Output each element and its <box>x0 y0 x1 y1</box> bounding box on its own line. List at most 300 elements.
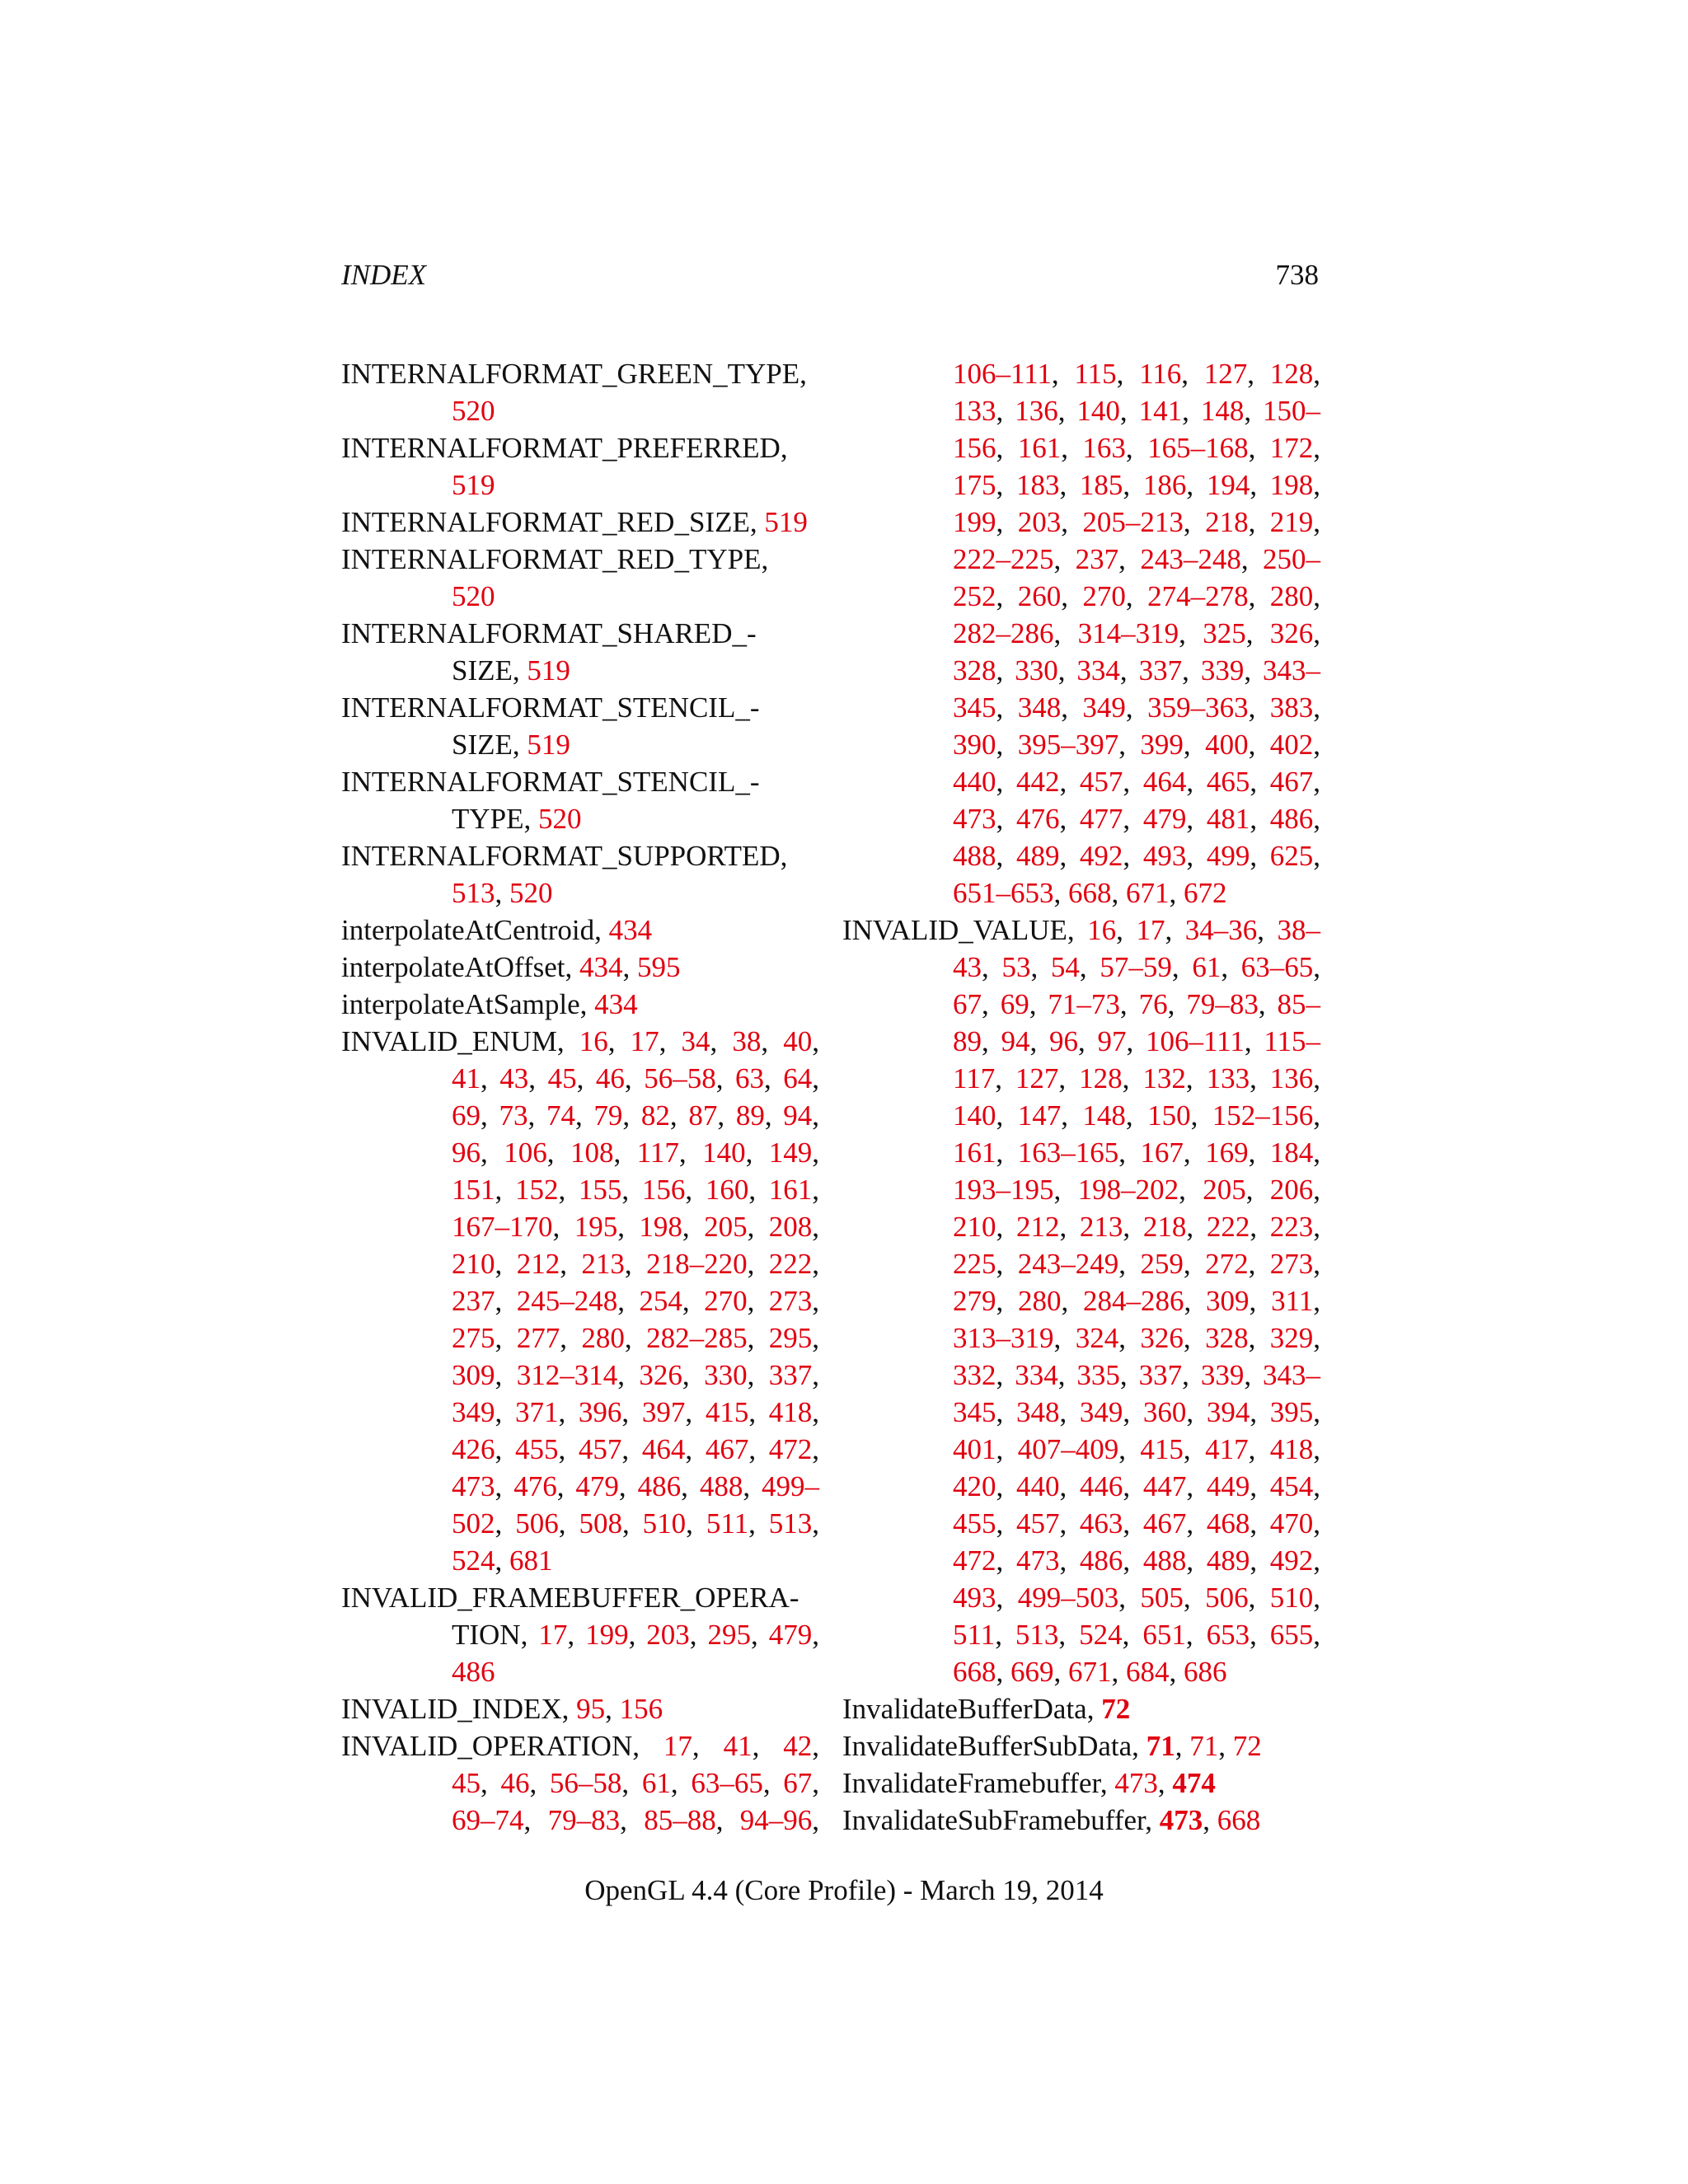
page-reference-link[interactable]: 476 <box>1015 803 1060 835</box>
page-reference-link[interactable]: 348 <box>1017 691 1062 724</box>
page-reference-link[interactable]: 82 <box>640 1099 670 1132</box>
page-reference-link[interactable]: 222–225 <box>953 543 1054 575</box>
page-reference-link[interactable]: 511 <box>953 1619 996 1651</box>
page-reference-link[interactable]: 506 <box>515 1507 559 1540</box>
page-reference-link[interactable]: 161 <box>953 1137 996 1169</box>
page-reference-link[interactable]: 148 <box>1200 395 1245 427</box>
page-reference-link[interactable]: 205–213 <box>1082 506 1184 538</box>
page-reference-link[interactable]: 223 <box>1269 1211 1314 1243</box>
page-reference-link[interactable]: 133 <box>953 395 996 427</box>
page-reference-link[interactable]: 479 <box>1142 803 1187 835</box>
page-reference-link[interactable]: 151 <box>452 1174 495 1206</box>
page-reference-link[interactable]: 273 <box>1269 1248 1314 1280</box>
page-reference-link[interactable]: 115– <box>1264 1025 1321 1057</box>
page-reference-link[interactable]: 106 <box>504 1137 547 1169</box>
page-reference-link[interactable]: 671 <box>1068 1656 1112 1688</box>
page-reference-link[interactable]: 520 <box>452 580 495 612</box>
page-reference-link[interactable]: 280 <box>581 1322 625 1354</box>
page-reference-link[interactable]: 272 <box>1205 1248 1249 1280</box>
page-reference-link[interactable]: 492 <box>1269 1544 1314 1577</box>
page-reference-link[interactable]: 186 <box>1142 469 1187 501</box>
page-reference-link[interactable]: 273 <box>768 1285 813 1317</box>
page-reference-link[interactable]: 17 <box>630 1025 659 1057</box>
page-reference-link[interactable]: 46 <box>595 1062 625 1094</box>
page-reference-link[interactable]: 395–397 <box>1017 729 1119 761</box>
page-reference-link[interactable]: 442 <box>1015 766 1060 798</box>
page-reference-link[interactable]: 486 <box>637 1470 682 1502</box>
page-reference-link[interactable]: 69–74 <box>452 1804 524 1836</box>
page-reference-link[interactable]: 434 <box>594 988 638 1020</box>
page-reference-link[interactable]: 163 <box>1082 432 1126 464</box>
page-reference-link[interactable]: 513 <box>1015 1619 1059 1651</box>
page-reference-link[interactable]: 54 <box>1050 951 1080 983</box>
page-reference-link[interactable]: 486 <box>1079 1544 1123 1577</box>
page-reference-link[interactable]: 326 <box>1269 617 1314 649</box>
page-reference-link[interactable]: 519 <box>527 654 570 687</box>
page-reference-link[interactable]: 481 <box>1206 803 1250 835</box>
page-reference-link[interactable]: 671 <box>1126 877 1170 909</box>
page-reference-link[interactable]: 401 <box>953 1433 996 1465</box>
page-reference-link[interactable]: 156 <box>619 1693 663 1725</box>
page-reference-link[interactable]: 668 <box>1068 877 1112 909</box>
page-reference-link[interactable]: 67 <box>953 988 982 1020</box>
page-reference-link[interactable]: 69 <box>1000 988 1029 1020</box>
page-reference-link[interactable]: 395 <box>1269 1396 1314 1428</box>
page-reference-link[interactable]: 218 <box>1205 506 1249 538</box>
page-reference-link[interactable]: 219 <box>1269 506 1314 538</box>
page-reference-link[interactable]: 488 <box>699 1470 743 1502</box>
page-reference-link[interactable]: 499– <box>762 1470 820 1502</box>
page-reference-link[interactable]: 63–65 <box>1240 951 1314 983</box>
page-reference-link[interactable]: 519 <box>764 506 808 538</box>
page-reference-link[interactable]: 400 <box>1205 729 1249 761</box>
page-reference-link[interactable]: 34 <box>681 1025 710 1057</box>
page-reference-link[interactable]: 222 <box>1206 1211 1250 1243</box>
page-reference-link[interactable]: 56–58 <box>549 1767 622 1799</box>
page-reference-link[interactable]: 53 <box>1001 951 1031 983</box>
page-reference-link[interactable]: 64 <box>783 1062 813 1094</box>
page-reference-link[interactable]: 457 <box>578 1433 622 1465</box>
page-reference-link[interactable]: 213 <box>581 1248 625 1280</box>
page-reference-link[interactable]: 72 <box>1101 1693 1131 1725</box>
page-reference-link[interactable]: 651 <box>1142 1619 1186 1651</box>
page-reference-link[interactable]: 489 <box>1206 1544 1250 1577</box>
page-reference-link[interactable]: 161 <box>768 1174 813 1206</box>
page-reference-link[interactable]: 71 <box>1189 1730 1219 1762</box>
page-reference-link[interactable]: 499 <box>1206 840 1250 872</box>
page-reference-link[interactable]: 199 <box>953 506 996 538</box>
page-reference-link[interactable]: 94 <box>783 1099 813 1132</box>
page-reference-link[interactable]: 140 <box>953 1099 996 1132</box>
page-reference-link[interactable]: 184 <box>1269 1137 1314 1169</box>
page-reference-link[interactable]: 337 <box>768 1359 813 1391</box>
page-reference-link[interactable]: 79–83 <box>1186 988 1259 1020</box>
page-reference-link[interactable]: 194 <box>1206 469 1250 501</box>
page-reference-link[interactable]: 79 <box>593 1099 623 1132</box>
page-reference-link[interactable]: 653 <box>1206 1619 1250 1651</box>
page-reference-link[interactable]: 457 <box>1015 1507 1060 1540</box>
page-reference-link[interactable]: 205 <box>704 1211 748 1243</box>
page-reference-link[interactable]: 335 <box>1076 1359 1120 1391</box>
page-reference-link[interactable]: 345 <box>953 691 996 724</box>
page-reference-link[interactable]: 468 <box>1206 1507 1250 1540</box>
page-reference-link[interactable]: 328 <box>1205 1322 1249 1354</box>
page-reference-link[interactable]: 218–220 <box>646 1248 748 1280</box>
page-reference-link[interactable]: 155 <box>578 1174 622 1206</box>
page-reference-link[interactable]: 473 <box>1015 1544 1060 1577</box>
page-reference-link[interactable]: 133 <box>1206 1062 1250 1094</box>
page-reference-link[interactable]: 206 <box>1269 1174 1314 1206</box>
page-reference-link[interactable]: 73 <box>499 1099 528 1132</box>
page-reference-link[interactable]: 41 <box>723 1730 753 1762</box>
page-reference-link[interactable]: 136 <box>1015 395 1058 427</box>
page-reference-link[interactable]: 345 <box>953 1396 996 1428</box>
page-reference-link[interactable]: 71 <box>1146 1730 1175 1762</box>
page-reference-link[interactable]: 668 <box>953 1656 996 1688</box>
page-reference-link[interactable]: 464 <box>641 1433 686 1465</box>
page-reference-link[interactable]: 349 <box>452 1396 495 1428</box>
page-reference-link[interactable]: 684 <box>1126 1656 1170 1688</box>
page-reference-link[interactable]: 371 <box>514 1396 559 1428</box>
page-reference-link[interactable]: 312–314 <box>516 1359 618 1391</box>
page-reference-link[interactable]: 396 <box>578 1396 622 1428</box>
page-reference-link[interactable]: 473 <box>953 803 996 835</box>
page-reference-link[interactable]: 418 <box>768 1396 813 1428</box>
page-reference-link[interactable]: 198 <box>639 1211 682 1243</box>
page-reference-link[interactable]: 76 <box>1138 988 1168 1020</box>
page-reference-link[interactable]: 17 <box>538 1619 568 1651</box>
page-reference-link[interactable]: 465 <box>1206 766 1250 798</box>
page-reference-link[interactable]: 282–286 <box>953 617 1054 649</box>
page-reference-link[interactable]: 349 <box>1079 1396 1123 1428</box>
page-reference-link[interactable]: 464 <box>1142 766 1187 798</box>
page-reference-link[interactable]: 474 <box>1172 1767 1216 1799</box>
page-reference-link[interactable]: 309 <box>452 1359 495 1391</box>
page-reference-link[interactable]: 222 <box>768 1248 813 1280</box>
page-reference-link[interactable]: 472 <box>768 1433 813 1465</box>
page-reference-link[interactable]: 506 <box>1205 1582 1249 1614</box>
page-reference-link[interactable]: 440 <box>953 766 996 798</box>
page-reference-link[interactable]: 479 <box>768 1619 813 1651</box>
page-reference-link[interactable]: 147 <box>1017 1099 1062 1132</box>
page-reference-link[interactable]: 309 <box>1206 1285 1250 1317</box>
page-reference-link[interactable]: 69 <box>452 1099 481 1132</box>
page-reference-link[interactable]: 128 <box>1269 358 1314 390</box>
page-reference-link[interactable]: 486 <box>1269 803 1314 835</box>
page-reference-link[interactable]: 332 <box>953 1359 996 1391</box>
page-reference-link[interactable]: 519 <box>527 729 570 761</box>
page-reference-link[interactable]: 440 <box>1015 1470 1060 1502</box>
page-reference-link[interactable]: 95 <box>576 1693 606 1725</box>
page-reference-link[interactable]: 89 <box>953 1025 982 1057</box>
page-reference-link[interactable]: 243–248 <box>1140 543 1241 575</box>
page-reference-link[interactable]: 71–73 <box>1048 988 1120 1020</box>
page-reference-link[interactable]: 434 <box>579 951 623 983</box>
page-reference-link[interactable]: 63–65 <box>691 1767 763 1799</box>
page-reference-link[interactable]: 203 <box>1017 506 1062 538</box>
page-reference-link[interactable]: 595 <box>637 951 681 983</box>
page-reference-link[interactable]: 524 <box>1079 1619 1123 1651</box>
page-reference-link[interactable]: 198–202 <box>1077 1174 1179 1206</box>
page-reference-link[interactable]: 43 <box>499 1062 529 1094</box>
page-reference-link[interactable]: 502 <box>452 1507 495 1540</box>
page-reference-link[interactable]: 493 <box>953 1582 996 1614</box>
page-reference-link[interactable]: 455 <box>514 1433 559 1465</box>
page-reference-link[interactable]: 274–278 <box>1147 580 1249 612</box>
page-reference-link[interactable]: 43 <box>953 951 982 983</box>
page-reference-link[interactable]: 399 <box>1140 729 1184 761</box>
page-reference-link[interactable]: 94–96 <box>739 1804 813 1836</box>
page-reference-link[interactable]: 175 <box>953 469 996 501</box>
page-reference-link[interactable]: 314–319 <box>1077 617 1179 649</box>
page-reference-link[interactable]: 493 <box>1142 840 1187 872</box>
page-reference-link[interactable]: 46 <box>500 1767 530 1799</box>
page-reference-link[interactable]: 96 <box>452 1137 481 1169</box>
page-reference-link[interactable]: 183 <box>1015 469 1060 501</box>
page-reference-link[interactable]: 85– <box>1277 988 1321 1020</box>
page-reference-link[interactable]: 329 <box>1269 1322 1314 1354</box>
page-reference-link[interactable]: 210 <box>452 1248 495 1280</box>
page-reference-link[interactable]: 74 <box>546 1099 575 1132</box>
page-reference-link[interactable]: 415 <box>1140 1433 1184 1465</box>
page-reference-link[interactable]: 446 <box>1079 1470 1123 1502</box>
page-reference-link[interactable]: 334 <box>1076 654 1120 687</box>
page-reference-link[interactable]: 420 <box>953 1470 996 1502</box>
page-reference-link[interactable]: 127 <box>1015 1062 1059 1094</box>
page-reference-link[interactable]: 337 <box>1138 654 1183 687</box>
page-reference-link[interactable]: 311 <box>1271 1285 1314 1317</box>
page-reference-link[interactable]: 477 <box>1079 803 1123 835</box>
page-reference-link[interactable]: 128 <box>1079 1062 1123 1094</box>
page-reference-link[interactable]: 476 <box>513 1470 557 1502</box>
page-reference-link[interactable]: 417 <box>1205 1433 1249 1465</box>
page-reference-link[interactable]: 625 <box>1269 840 1314 872</box>
page-reference-link[interactable]: 467 <box>705 1433 749 1465</box>
page-reference-link[interactable]: 472 <box>953 1544 996 1577</box>
page-reference-link[interactable]: 172 <box>1269 432 1314 464</box>
page-reference-link[interactable]: 198 <box>1269 469 1314 501</box>
page-reference-link[interactable]: 210 <box>953 1211 996 1243</box>
page-reference-link[interactable]: 279 <box>953 1285 996 1317</box>
page-reference-link[interactable]: 280 <box>1269 580 1314 612</box>
page-reference-link[interactable]: 254 <box>639 1285 682 1317</box>
page-reference-link[interactable]: 339 <box>1200 654 1245 687</box>
page-reference-link[interactable]: 208 <box>768 1211 813 1243</box>
page-reference-link[interactable]: 193–195 <box>953 1174 1054 1206</box>
page-reference-link[interactable]: 94 <box>1001 1025 1030 1057</box>
page-reference-link[interactable]: 275 <box>452 1322 495 1354</box>
page-reference-link[interactable]: 486 <box>452 1656 495 1688</box>
page-reference-link[interactable]: 337 <box>1138 1359 1183 1391</box>
page-reference-link[interactable]: 479 <box>575 1470 619 1502</box>
page-reference-link[interactable]: 511 <box>706 1507 749 1540</box>
page-reference-link[interactable]: 520 <box>509 877 553 909</box>
page-reference-link[interactable]: 127 <box>1203 358 1248 390</box>
page-reference-link[interactable]: 116 <box>1139 358 1182 390</box>
page-reference-link[interactable]: 140 <box>1076 395 1120 427</box>
page-reference-link[interactable]: 225 <box>953 1248 996 1280</box>
page-reference-link[interactable]: 245–248 <box>516 1285 618 1317</box>
page-reference-link[interactable]: 397 <box>641 1396 686 1428</box>
page-reference-link[interactable]: 499–503 <box>1017 1582 1119 1614</box>
page-reference-link[interactable]: 195 <box>574 1211 618 1243</box>
page-reference-link[interactable]: 330 <box>704 1359 748 1391</box>
page-reference-link[interactable]: 117 <box>953 1062 996 1094</box>
page-reference-link[interactable]: 343– <box>1263 1359 1321 1391</box>
page-reference-link[interactable]: 488 <box>953 840 996 872</box>
page-reference-link[interactable]: 324 <box>1075 1322 1119 1354</box>
page-reference-link[interactable]: 334 <box>1015 1359 1058 1391</box>
page-reference-link[interactable]: 150 <box>1147 1099 1191 1132</box>
page-reference-link[interactable]: 473 <box>1114 1767 1158 1799</box>
page-reference-link[interactable]: 524 <box>452 1544 495 1577</box>
page-reference-link[interactable]: 34–36 <box>1184 914 1258 946</box>
page-reference-link[interactable]: 270 <box>1082 580 1126 612</box>
page-reference-link[interactable]: 61 <box>641 1767 671 1799</box>
page-reference-link[interactable]: 152–156 <box>1212 1099 1314 1132</box>
page-reference-link[interactable]: 108 <box>570 1137 614 1169</box>
page-reference-link[interactable]: 325 <box>1203 617 1246 649</box>
page-reference-link[interactable]: 72 <box>1232 1730 1262 1762</box>
page-reference-link[interactable]: 136 <box>1269 1062 1314 1094</box>
page-reference-link[interactable]: 169 <box>1205 1137 1249 1169</box>
page-reference-link[interactable]: 447 <box>1142 1470 1187 1502</box>
page-reference-link[interactable]: 418 <box>1269 1433 1314 1465</box>
page-reference-link[interactable]: 218 <box>1142 1211 1187 1243</box>
page-reference-link[interactable]: 470 <box>1269 1507 1314 1540</box>
page-reference-link[interactable]: 61 <box>1192 951 1221 983</box>
page-reference-link[interactable]: 415 <box>705 1396 749 1428</box>
page-reference-link[interactable]: 16 <box>579 1025 608 1057</box>
page-reference-link[interactable]: 457 <box>1079 766 1123 798</box>
page-reference-link[interactable]: 669 <box>1010 1656 1054 1688</box>
page-reference-link[interactable]: 252 <box>953 580 996 612</box>
page-reference-link[interactable]: 313–319 <box>953 1322 1054 1354</box>
page-reference-link[interactable]: 282–285 <box>646 1322 748 1354</box>
page-reference-link[interactable]: 96 <box>1048 1025 1078 1057</box>
page-reference-link[interactable]: 519 <box>452 469 495 501</box>
page-reference-link[interactable]: 348 <box>1015 1396 1060 1428</box>
page-reference-link[interactable]: 106–111 <box>953 358 1052 390</box>
page-reference-link[interactable]: 349 <box>1082 691 1126 724</box>
page-reference-link[interactable]: 359–363 <box>1147 691 1249 724</box>
page-reference-link[interactable]: 115 <box>1074 358 1117 390</box>
page-reference-link[interactable]: 390 <box>953 729 996 761</box>
page-reference-link[interactable]: 508 <box>579 1507 622 1540</box>
page-reference-link[interactable]: 488 <box>1142 1544 1187 1577</box>
page-reference-link[interactable]: 85–88 <box>644 1804 716 1836</box>
page-reference-link[interactable]: 668 <box>1217 1804 1261 1836</box>
page-reference-link[interactable]: 510 <box>1269 1582 1314 1614</box>
page-reference-link[interactable]: 140 <box>702 1137 746 1169</box>
page-reference-link[interactable]: 165–168 <box>1147 432 1249 464</box>
page-reference-link[interactable]: 57–59 <box>1100 951 1172 983</box>
page-reference-link[interactable]: 45 <box>547 1062 577 1094</box>
page-reference-link[interactable]: 270 <box>704 1285 748 1317</box>
page-reference-link[interactable]: 38 <box>732 1025 762 1057</box>
page-reference-link[interactable]: 295 <box>768 1322 813 1354</box>
page-reference-link[interactable]: 284–286 <box>1083 1285 1184 1317</box>
page-reference-link[interactable]: 185 <box>1079 469 1123 501</box>
page-reference-link[interactable]: 473 <box>1159 1804 1203 1836</box>
page-reference-link[interactable]: 237 <box>452 1285 495 1317</box>
page-reference-link[interactable]: 250– <box>1263 543 1321 575</box>
page-reference-link[interactable]: 56–58 <box>644 1062 716 1094</box>
page-reference-link[interactable]: 434 <box>608 914 653 946</box>
page-reference-link[interactable]: 63 <box>734 1062 764 1094</box>
page-reference-link[interactable]: 394 <box>1206 1396 1250 1428</box>
page-reference-link[interactable]: 132 <box>1142 1062 1186 1094</box>
page-reference-link[interactable]: 213 <box>1079 1211 1123 1243</box>
page-reference-link[interactable]: 655 <box>1269 1619 1314 1651</box>
page-reference-link[interactable]: 161 <box>1017 432 1062 464</box>
page-reference-link[interactable]: 237 <box>1075 543 1119 575</box>
page-reference-link[interactable]: 686 <box>1184 1656 1227 1688</box>
page-reference-link[interactable]: 402 <box>1269 729 1314 761</box>
page-reference-link[interactable]: 681 <box>509 1544 553 1577</box>
page-reference-link[interactable]: 360 <box>1142 1396 1187 1428</box>
page-reference-link[interactable]: 149 <box>768 1137 813 1169</box>
page-reference-link[interactable]: 328 <box>953 654 996 687</box>
page-reference-link[interactable]: 467 <box>1269 766 1314 798</box>
page-reference-link[interactable]: 117 <box>636 1137 679 1169</box>
page-reference-link[interactable]: 343– <box>1263 654 1321 687</box>
page-reference-link[interactable]: 467 <box>1142 1507 1187 1540</box>
page-reference-link[interactable]: 212 <box>516 1248 560 1280</box>
page-reference-link[interactable]: 243–249 <box>1017 1248 1119 1280</box>
page-reference-link[interactable]: 473 <box>452 1470 495 1502</box>
page-reference-link[interactable]: 79–83 <box>547 1804 621 1836</box>
page-reference-link[interactable]: 463 <box>1079 1507 1123 1540</box>
page-reference-link[interactable]: 150– <box>1263 395 1321 427</box>
page-reference-link[interactable]: 89 <box>735 1099 765 1132</box>
page-reference-link[interactable]: 513 <box>768 1507 813 1540</box>
page-reference-link[interactable]: 42 <box>783 1730 813 1762</box>
page-reference-link[interactable]: 672 <box>1184 877 1227 909</box>
page-reference-link[interactable]: 295 <box>707 1619 752 1651</box>
page-reference-link[interactable]: 326 <box>1140 1322 1184 1354</box>
page-reference-link[interactable]: 16 <box>1087 914 1117 946</box>
page-reference-link[interactable]: 87 <box>688 1099 718 1132</box>
page-reference-link[interactable]: 260 <box>1017 580 1062 612</box>
page-reference-link[interactable]: 167 <box>1140 1137 1184 1169</box>
page-reference-link[interactable]: 489 <box>1015 840 1060 872</box>
page-reference-link[interactable]: 203 <box>646 1619 690 1651</box>
page-reference-link[interactable]: 330 <box>1015 654 1058 687</box>
page-reference-link[interactable]: 163–165 <box>1017 1137 1119 1169</box>
page-reference-link[interactable]: 651–653 <box>953 877 1054 909</box>
page-reference-link[interactable]: 156 <box>641 1174 686 1206</box>
page-reference-link[interactable]: 141 <box>1138 395 1183 427</box>
page-reference-link[interactable]: 326 <box>639 1359 682 1391</box>
page-reference-link[interactable]: 17 <box>1136 914 1165 946</box>
page-reference-link[interactable]: 277 <box>516 1322 560 1354</box>
page-reference-link[interactable]: 167–170 <box>452 1211 553 1243</box>
page-reference-link[interactable]: 259 <box>1140 1248 1184 1280</box>
page-reference-link[interactable]: 212 <box>1015 1211 1060 1243</box>
page-reference-link[interactable]: 449 <box>1206 1470 1250 1502</box>
page-reference-link[interactable]: 454 <box>1269 1470 1314 1502</box>
page-reference-link[interactable]: 156 <box>953 432 996 464</box>
page-reference-link[interactable]: 205 <box>1203 1174 1246 1206</box>
page-reference-link[interactable]: 106–111 <box>1145 1025 1245 1057</box>
page-reference-link[interactable]: 45 <box>452 1767 481 1799</box>
page-reference-link[interactable]: 492 <box>1079 840 1123 872</box>
page-reference-link[interactable]: 510 <box>642 1507 687 1540</box>
page-reference-link[interactable]: 505 <box>1140 1582 1184 1614</box>
page-reference-link[interactable]: 339 <box>1200 1359 1245 1391</box>
page-reference-link[interactable]: 67 <box>783 1767 813 1799</box>
